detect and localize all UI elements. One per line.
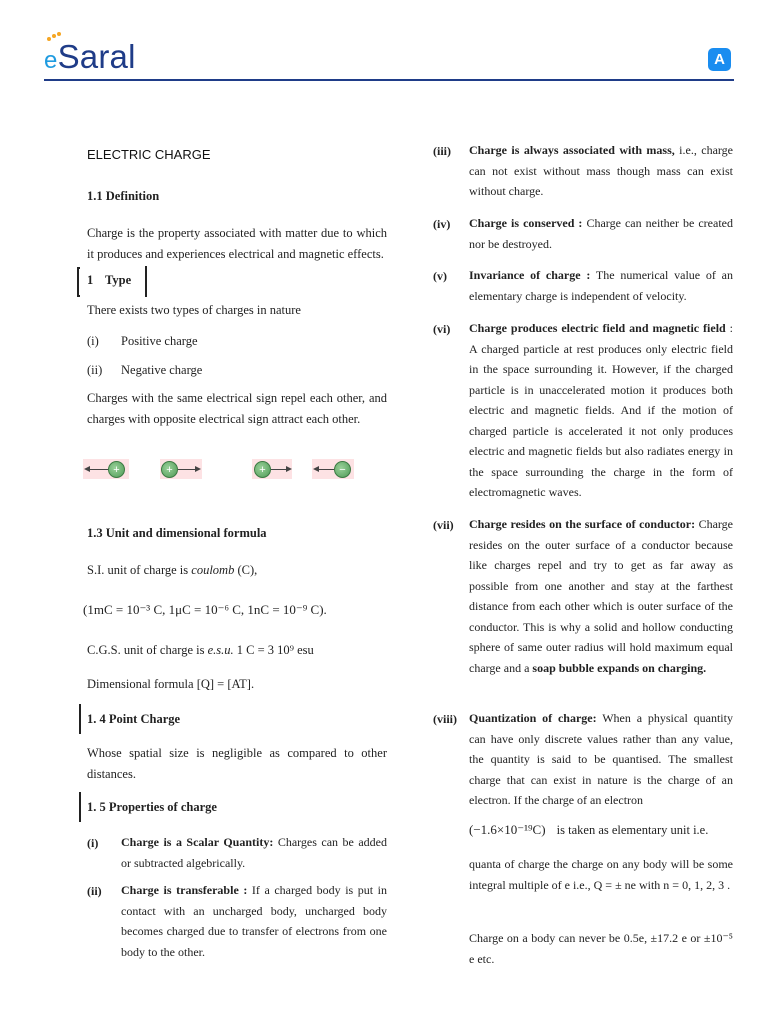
si-unit-name: coulomb [191,563,235,577]
prop-text-8 [469,708,733,811]
prop-title-6: Charge produces electric field and magnetic field [469,321,726,335]
app-icon-label: A [714,51,725,68]
prop-title-4: Charge is conserved : [469,216,583,230]
type-bracket-right [145,266,147,297]
cgs-suffix: 1 C = 3 10⁹ esu [233,643,314,657]
prop-title-8: Quantization of charge: [469,711,597,725]
prop-title-5: Invariance of charge : [469,268,591,282]
prop-body-4: Charge can neither be created nor be destroyed. [469,216,733,251]
type-label-negative: Negative charge [121,363,203,377]
cgs-unit-line [87,640,314,661]
prop-num-3: (iii) [433,144,451,158]
type-heading-num: 1 [87,273,94,287]
quanta-text: quanta of charge the charge on any body will be some integral multiple of e i.e., Q = ± ne with n = 0, 1, 2, 3 . [469,857,733,892]
prop-body-8: When a physical quantity can have only discrete values rather than any value, the quantity is said to be quantised. The smallest charge that can exist in nature is the charge of an electron. If the charge of an electron [469,711,733,807]
si-unit-prefix: S.I. unit of charge is [87,563,192,577]
si-unit-line [87,560,257,581]
definition-heading: 1.1 Definition [87,189,160,203]
si-unit-suffix: (C), [234,563,258,577]
logo-dots-icon [46,32,62,42]
app-store-icon[interactable] [708,48,731,71]
properties-heading-bar [79,792,81,822]
prop-num-4: (iv) [433,217,451,231]
section-title: ELECTRIC CHARGE [87,147,211,162]
prop-body-5: The numerical value of an elementary charge is independent of velocity. [469,268,733,303]
electron-charge-after: is taken as elementary unit i.e. [556,823,709,837]
type-bracket-left [77,267,80,297]
cgs-unit: e.s.u. [207,643,234,657]
prop-num-6: (vi) [433,322,451,336]
prop-num-7: (vii) [433,518,454,532]
logo-prefix: e [44,38,58,76]
properties-heading: 1. 5 Properties of charge [87,800,217,814]
prop-body-7: Charge resides on the outer surface of a conductor because like charges repel and try to get as far away as possible from one another and stay at the farthest distance from each other which is outer surface of the conductor. This is why a solid and hollow conducting sphere of same outer radius will hold maximum equal charge and a [469,517,734,675]
types-intro: There exists two types of charges in nature [87,303,301,317]
prop-num-5: (v) [433,269,447,283]
positive-charge-2: + [161,461,178,478]
prop-title-2: Charge is transferable : [121,883,248,897]
point-charge-text: Whose spatial size is negligible as compared to other distances. [87,746,387,781]
prop-bold-tail-7: soap bubble expands on charging. [532,660,707,675]
prop-text-1 [121,832,387,873]
point-heading-bar [79,704,81,734]
arrow-line-2 [178,469,196,470]
prefix-formula: (1mC = 10⁻³ C, 1μC = 10⁻⁶ C, 1nC = 10⁻⁹ C). [83,602,327,617]
unit-heading: 1.3 Unit and dimensional formula [87,526,267,540]
repel-attract-text: Charges with the same electrical sign repel each other, and charges with opposite electrical sign attract each other. [87,391,387,426]
definition-text: Charge is the property associated with matter due to which it produces and experiences electrical and magnetic effects. [87,226,387,261]
esaral-logo [44,38,136,76]
arrow-line-1 [88,469,108,470]
prop-text-4 [469,213,733,254]
type-num-2: (ii) [87,363,103,377]
arrow-line-3 [271,469,287,470]
arrow-right-head-3 [286,466,292,472]
arrow-line-4 [318,469,334,470]
electron-charge-formula: (−1.6×10⁻¹⁹C) [469,822,546,837]
prop-num-8: (viii) [433,712,457,726]
prop-text-2 [121,880,387,962]
prop-body-6: : A charged particle at rest produces only electric field in the space surrounding it. However, if the charged particle is in unaccelerated motion it produces both electric and magnetic fields. And if the motion of charged particle is accelerated it not only produces electric and magnetic fields but also radiates energy in the space surrounding the charge in the form of electromagnetic waves. [469,321,733,499]
arrow-right-head-2 [195,466,201,472]
prop-text-6 [469,318,733,503]
type-num-1: (i) [87,334,99,348]
electron-charge-line [469,822,708,838]
prop-title-3: Charge is always associated with mass, [469,143,675,157]
prop-body-3: i.e., charge can not exist without mass though mass can exist without charge. [469,143,733,198]
header-divider [44,79,734,81]
point-charge-heading: 1. 4 Point Charge [87,712,181,726]
prop-num-2: (ii) [87,884,102,898]
positive-charge-1: + [108,461,125,478]
dimensional-formula: Dimensional formula [Q] = [AT]. [87,677,255,691]
prop-title-1: Charge is a Scalar Quantity: [121,835,274,849]
logo-text: Saral [57,38,136,75]
prop-num-1: (i) [87,836,99,850]
type-heading: Type [105,273,132,287]
positive-charge-3: + [254,461,271,478]
prop-text-7 [469,514,733,678]
prop-text-3 [469,140,733,202]
prop-body-2: If a charged body is put in contact with an uncharged body, uncharged body becomes charged due to transfer of electrons from one body to the other. [121,883,388,959]
final-note: Charge on a body can never be 0.5e, ±17.2 e or ±10⁻⁵ e etc. [469,931,733,966]
negative-charge-4: − [334,461,351,478]
prop-body-1: Charges can be added or subtracted algebrically. [121,835,387,870]
prop-text-5 [469,265,733,306]
type-label-positive: Positive charge [121,334,198,348]
prop-title-7: Charge resides on the surface of conductor: [469,517,696,531]
cgs-prefix: C.G.S. unit of charge is [87,643,208,657]
